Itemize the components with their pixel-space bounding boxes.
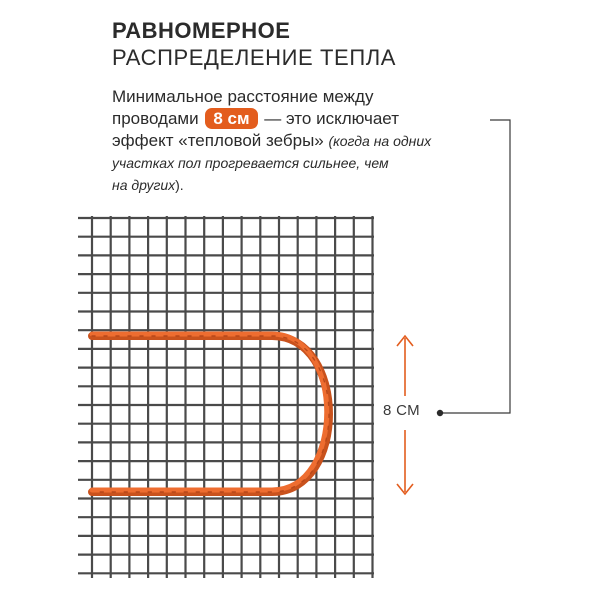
description-text: проводами [112,109,199,128]
callout-line [437,120,510,416]
description-text: — это исключает [264,109,399,128]
description-line-1: Минимальное расстояние между [112,87,374,106]
heading-title: РАВНОМЕРНОЕ [112,18,291,43]
description-note: (когда на одних [328,133,432,149]
description-text: эффект «тепловой зебры» [112,131,324,150]
description-note: на других [112,177,176,193]
distance-badge: 8 см [205,108,257,129]
description-note-end: ). [175,177,184,193]
heading-subtitle: РАСПРЕДЕЛЕНИЕ ТЕПЛА [112,45,397,70]
measure-label: 8 СМ [383,402,420,419]
heating-cable [92,334,329,492]
description-note: участках пол прогревается сильнее, чем [112,155,389,171]
